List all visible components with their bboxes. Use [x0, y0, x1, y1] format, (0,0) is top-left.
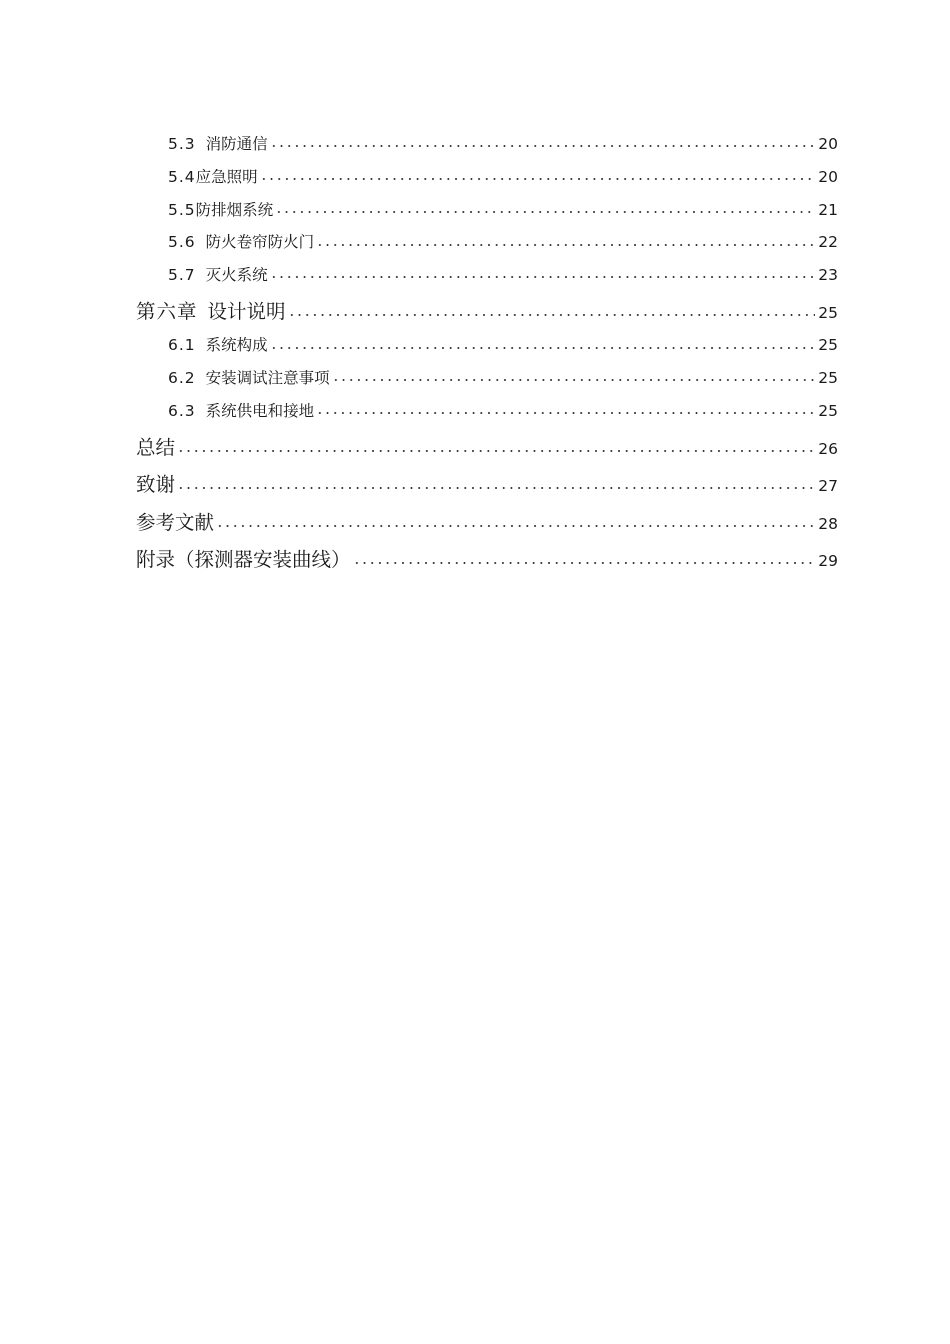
toc-entry-5-4[interactable]	[136, 165, 838, 198]
toc-entry-title: 消防通信	[205, 135, 268, 153]
toc-entry-appendix[interactable]	[136, 544, 838, 582]
toc-entry-page: 20	[818, 135, 838, 153]
toc-entry-title: 致谢	[136, 473, 176, 497]
toc-entry-page: 27	[818, 477, 838, 496]
toc-entry-title: 总结	[136, 435, 176, 459]
toc-entry-chapter-6[interactable]	[136, 296, 838, 334]
toc-entry-references[interactable]	[136, 507, 838, 545]
dot-leader	[270, 134, 815, 150]
toc-entry-page: 25	[818, 303, 838, 322]
toc-entry-5-6[interactable]	[136, 230, 838, 263]
dot-leader	[216, 509, 815, 529]
toc-entry-title: 系统构成	[205, 336, 268, 355]
toc-entry-number: 5.5	[168, 200, 196, 219]
dot-leader	[316, 232, 815, 248]
toc-entry-number: 5.6	[168, 233, 196, 252]
toc-entry-number: 第六章	[136, 299, 198, 323]
toc-entry-6-3[interactable]	[136, 399, 838, 432]
dot-leader	[260, 166, 815, 182]
toc-entry-number: 6.2	[168, 369, 196, 388]
dot-leader	[177, 434, 815, 454]
table-of-contents	[136, 132, 838, 582]
toc-entry-page: 25	[818, 402, 838, 421]
toc-entry-title: 参考文献	[136, 510, 215, 534]
toc-entry-title: 防排烟系统	[195, 200, 274, 219]
dot-leader	[332, 368, 815, 384]
toc-entry-number: 6.1	[168, 336, 196, 355]
dot-leader	[288, 298, 815, 318]
toc-entry-title: 防火卷帘防火门	[205, 233, 315, 252]
toc-entry-title: 系统供电和接地	[205, 402, 315, 421]
toc-entry-title: 设计说明	[207, 299, 286, 323]
toc-entry-page: 25	[818, 336, 838, 355]
toc-entry-page: 22	[818, 233, 838, 252]
toc-entry-6-2[interactable]	[136, 366, 838, 399]
toc-entry-page: 26	[818, 439, 838, 458]
toc-entry-number: 5.7	[168, 266, 196, 285]
dot-leader	[275, 199, 815, 215]
toc-entry-page: 25	[818, 369, 838, 388]
toc-entry-6-1[interactable]	[136, 333, 838, 366]
toc-entry-title: 安装调试注意事项	[205, 369, 330, 388]
toc-entry-title: 灭火系统	[205, 266, 268, 285]
toc-entry-number: 5.3	[168, 135, 196, 153]
toc-entry-5-5[interactable]	[136, 198, 838, 231]
toc-entry-summary[interactable]	[136, 432, 838, 470]
toc-entry-acknowledgements[interactable]	[136, 469, 838, 507]
toc-entry-page: 23	[818, 266, 838, 285]
dot-leader	[270, 265, 815, 281]
toc-entry-5-7[interactable]	[136, 263, 838, 296]
dot-leader	[177, 472, 815, 492]
toc-entry-page: 21	[818, 200, 838, 219]
toc-entry-page: 20	[818, 167, 838, 186]
dot-leader	[270, 335, 815, 351]
toc-entry-number: 6.3	[168, 402, 196, 421]
dot-leader	[316, 401, 815, 417]
toc-entry-title: 应急照明	[195, 167, 258, 186]
toc-entry-title: 附录（探测器安装曲线）	[136, 548, 351, 572]
dot-leader	[353, 547, 815, 567]
toc-entry-page: 29	[818, 552, 838, 571]
toc-entry-page: 28	[818, 514, 838, 533]
toc-entry-5-3[interactable]	[136, 132, 838, 165]
toc-entry-number: 5.4	[168, 167, 196, 186]
